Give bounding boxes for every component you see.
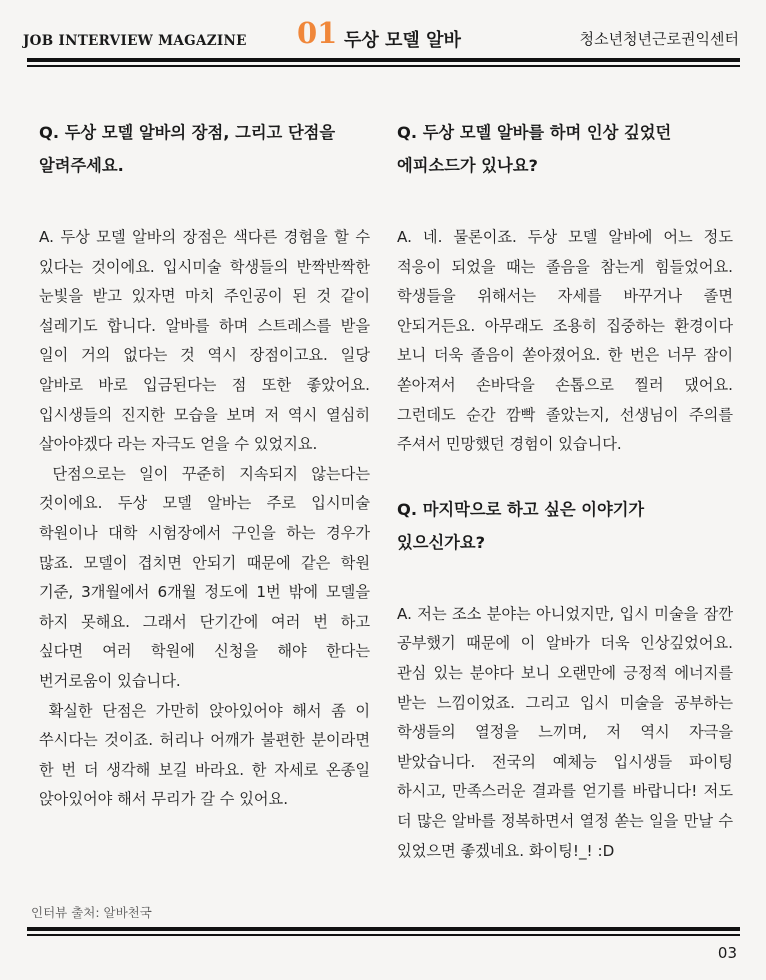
organization-name: 청소년청년근로권익센터 (579, 30, 739, 48)
header-rule-thin (27, 65, 740, 67)
footer-rule-thin (27, 934, 740, 936)
question-episode: Q. 두상 모델 알바를 하며 인상 깊었던 에피소드가 있나요? (397, 123, 672, 175)
question-final-words: Q. 마지막으로 하고 싶은 이야기가 있으신가요? (397, 499, 645, 552)
issue-number: 01 (297, 16, 338, 50)
answer-paragraph: 확실한 단점은 가만히 앉아있어야 해서 좀 이 쑤시다는 것이죠. 허리나 어깨가 불편한 분이라면 한 번 더 생각해 보길 바라요. 한 자세로 온종일 앉아있어야 해서 무리가 갈 수 있어요. (39, 701, 375, 809)
right-column (397, 116, 733, 866)
issue-title: 두상 모델 알바 (344, 30, 461, 51)
answer-paragraph: A. 두상 모델 알바의 장점은 색다른 경험을 할 수 있다는 것이에요. 입시미술 학생들의 반짝반짝한 눈빛을 받고 있자면 마치 주인공이 된 것 같이 설레기도 합니다. 알바를 하며 스트레스를 받을 일이 거의 없다는 것 역시 장점이고요. 일당 알바로 바로 입금된다는 점 또한 좋았어요. 입시생들의 진지한 모습을 보며 저 역시 열심히 살아야겠다 라는 자극도 얻을 수 있었지요. (39, 228, 370, 454)
answer-paragraph: 단점으로는 일이 꾸준히 지속되지 않는다는 것이에요. 두상 모델 알바는 주로 입시미술 학원이나 대학 시험장에서 구인을 하는 경우가 많죠. 모델이 겹치면 안되기 때문에 같은 학원 기준, 3개월에서 6개월 정도에 1번 밖에 모델을 하지 못해요. 그래서 단기간에 여러 번 하고 싶다면 여러 학원에 신청을 해야 한다는 번거로움이 있습니다. (39, 464, 375, 690)
left-column (39, 116, 375, 815)
answer-episode: A. 네. 물론이죠. 두상 모델 알바에 어느 정도 적응이 되었을 때는 졸음을 참는게 힘들었어요. 학생들을 위해서는 자세를 바꾸거나 졸면 안되거든요. 아무래도 조용히 집중하는 환경이다 보니 더욱 졸음이 쏟아졌어요. 한 번은 너무 잠이 쏟아져서 손바닥을 손톱으로 찔러 댔어요. 그런데도 순간 깜빡 졸았는지, 선생님이 주의를 주셔서 민망했던 경험이 있습니다. (397, 228, 733, 454)
answer-final-words: A. 저는 조소 분야는 아니었지만, 입시 미술을 잠깐 공부했기 때문에 이 알바가 더욱 인상깊었어요. 관심 있는 분야다 보니 오랜만에 긍정적 에너지를 받는 느낌이었죠. 그리고 입시 미술을 공부하는 학생들의 열정을 느끼며, 저 역시 자극을 받았습니다. 전국의 예체능 입시생들 파이팅 하시고, 만족스러운 결과를 얻기를 바랍니다! 저도 더 많은 알바를 정복하면서 열정 쏟는 일을 만날 수 있었으면 좋겠네요. 화이팅!_! :D (397, 604, 733, 860)
magazine-title: JOB INTERVIEW MAGAZINE (23, 33, 247, 49)
interview-source: 인터뷰 출처: 알바천국 (31, 905, 152, 920)
question-pros-cons: Q. 두상 모델 알바의 장점, 그리고 단점을 알려주세요. (39, 123, 336, 175)
header-rule-thick (27, 58, 740, 62)
page-number: 03 (717, 944, 737, 962)
footer-rule-thick (27, 927, 740, 931)
